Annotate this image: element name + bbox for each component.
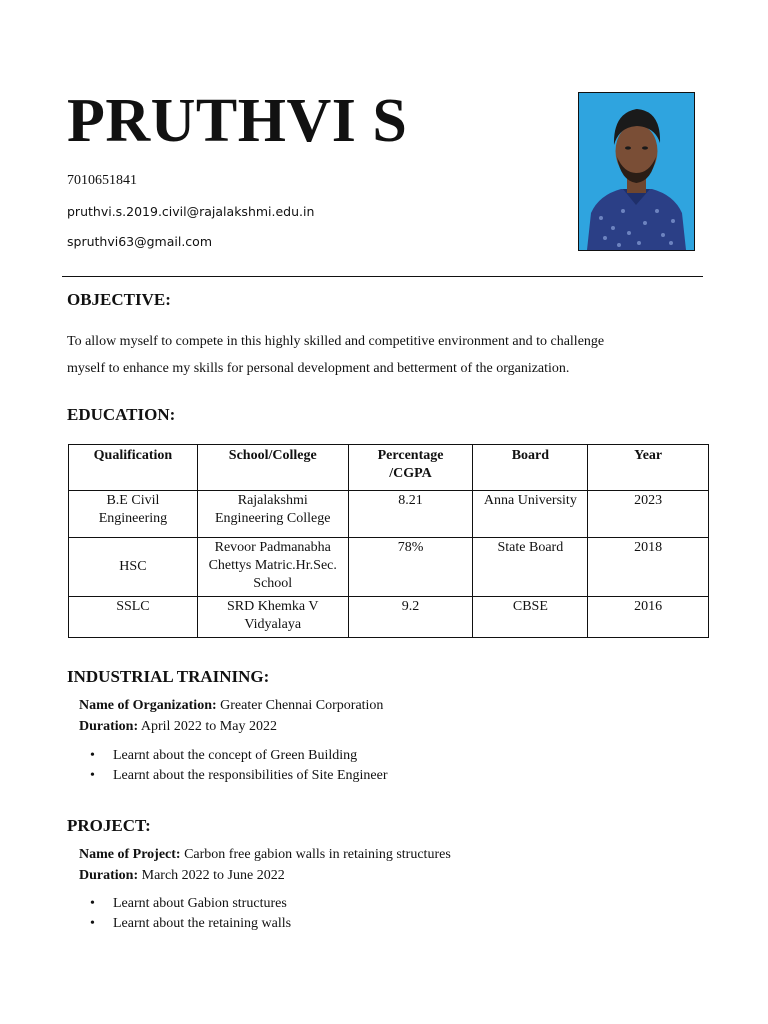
cell-board: State Board (473, 538, 588, 597)
objective-line-1: To allow myself to compete in this highly skilled and competitive environment and to challenge (67, 334, 605, 349)
bullet-icon: • (90, 896, 95, 911)
column-header-school: School/College (197, 445, 348, 491)
list-item: • Learnt about the concept of Green Building (80, 746, 387, 766)
project-name-label: Name of Project: (79, 847, 181, 862)
project-duration (79, 868, 285, 884)
training-duration-value: April 2022 to May 2022 (140, 719, 277, 734)
table-row (69, 597, 709, 638)
training-bullet-list (80, 746, 387, 785)
phone-number: 7010651841 (67, 173, 137, 188)
email-secondary: spruthvi63@gmail.com (67, 234, 212, 249)
cell-school: SRD Khemka V Vidyalaya (197, 597, 348, 638)
list-item: • Learnt about the retaining walls (80, 914, 291, 934)
training-org-label: Name of Organization: (79, 698, 217, 713)
cell-board: Anna University (473, 491, 588, 538)
cell-school: Revoor Padmanabha Chettys Matric.Hr.Sec. School (197, 538, 348, 597)
profile-photo (578, 92, 695, 251)
project-duration-value: March 2022 to June 2022 (141, 868, 285, 883)
objective-text (67, 328, 707, 382)
project-heading: PROJECT: (67, 816, 151, 835)
project-bullet-list (80, 894, 291, 933)
column-header-percentage: Percentage /CGPA (348, 445, 473, 491)
cell-percentage: 9.2 (348, 597, 473, 638)
cell-year: 2023 (588, 491, 709, 538)
cell-percentage: 78% (348, 538, 473, 597)
training-org-value: Greater Chennai Corporation (220, 698, 384, 713)
cell-board: CBSE (473, 597, 588, 638)
column-header-year: Year (588, 445, 709, 491)
training-duration (79, 719, 277, 735)
bullet-icon: • (90, 767, 95, 783)
education-table (68, 444, 709, 638)
project-name (79, 847, 451, 863)
cell-school: Rajalakshmi Engineering College (197, 491, 348, 538)
table-header-row (69, 445, 709, 491)
objective-heading: OBJECTIVE: (67, 290, 171, 309)
project-duration-label: Duration: (79, 868, 139, 883)
table-row (69, 538, 709, 597)
column-header-qualification: Qualification (69, 445, 198, 491)
project-name-value: Carbon free gabion walls in retaining structures (184, 847, 451, 862)
list-item: • Learnt about Gabion structures (80, 894, 291, 914)
table-row (69, 491, 709, 538)
training-organization (79, 698, 383, 714)
candidate-name: PRUTHVI S (67, 87, 408, 155)
objective-line-2: myself to enhance my skills for personal development and betterment of the organization. (67, 361, 570, 376)
header-divider (62, 276, 703, 277)
cell-year: 2018 (588, 538, 709, 597)
cell-percentage: 8.21 (348, 491, 473, 538)
training-duration-label: Duration: (79, 719, 139, 734)
education-heading: EDUCATION: (67, 405, 176, 424)
email-primary: pruthvi.s.2019.civil@rajalakshmi.edu.in (67, 204, 315, 219)
cell-qualification: HSC (69, 538, 198, 597)
training-heading: INDUSTRIAL TRAINING: (67, 667, 270, 686)
bullet-icon: • (90, 748, 95, 763)
cell-year: 2016 (588, 597, 709, 638)
column-header-board: Board (473, 445, 588, 491)
bullet-icon: • (90, 915, 95, 931)
cell-qualification: B.E Civil Engineering (69, 491, 198, 538)
cell-qualification: SSLC (69, 597, 198, 638)
list-item: • Learnt about the responsibilities of Site Engineer (80, 766, 387, 786)
